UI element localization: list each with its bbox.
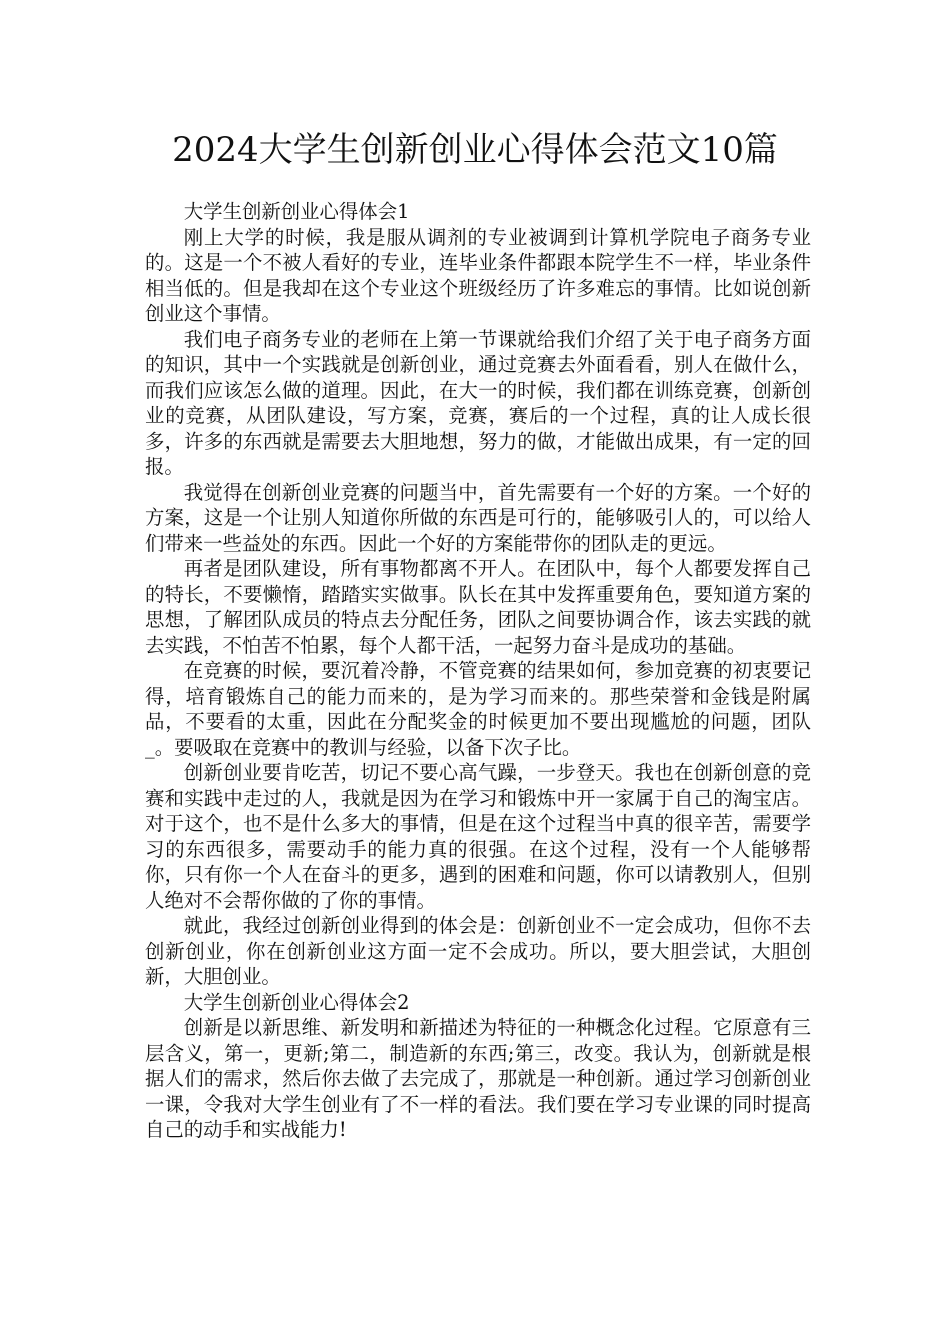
paragraph: 在竞赛的时候，要沉着冷静，不管竞赛的结果如何，参加竞赛的初衷要记得，培育锻炼自己的能力而来的，是为学习而来的。那些荣誉和金钱是附属品，不要看的太重，因此在分配奖金的时候更加不要出现尴尬的问题，团队_。要吸取在竞赛中的教训与经验，以备下次子比。	[145, 659, 811, 759]
section-heading-2: 大学生创新创业心得体会2	[183, 990, 410, 1014]
paragraph: 就此，我经过创新创业得到的体会是：创新创业不一定会成功，但你不去创新创业，你在创新创业这方面一定不会成功。所以，要大胆尝试，大胆创新，大胆创业。	[145, 914, 811, 988]
paragraph: 创新是以新思维、新发明和新描述为特征的一种概念化过程。它原意有三层含义，第一，更新;第二，制造新的东西;第三，改变。我认为，创新就是根据人们的需求，然后你去做了去完成了，那就是一种创新。通过学习创新创业一课，令我对大学生创业有了不一样的看法。我们要在学习专业课的同时提高自己的动手和实战能力!	[145, 1016, 811, 1141]
paragraph: 再者是团队建设，所有事物都离不开人。在团队中，每个人都要发挥自己的特长，不要懒惰，踏踏实实做事。队长在其中发挥重要角色，要知道方案的思想，了解团队成员的特点去分配任务，团队之间要协调合作，该去实践的就去实践，不怕苦不怕累，每个人都干活，一起努力奋斗是成功的基础。	[145, 557, 811, 657]
document-body	[145, 199, 811, 1143]
paragraph: 创新创业要肯吃苦，切记不要心高气躁，一步登天。我也在创新创意的竞赛和实践中走过的人，我就是因为在学习和锻炼中开一家属于自己的淘宝店。对于这个，也不是什么多大的事情，但是在这个过程当中真的很辛苦，需要学习的东西很多，需要动手的能力真的很强。在这个过程，没有一个人能够帮你，只有你一个人在奋斗的更多，遇到的困难和问题，你可以请教别人，但别人绝对不会帮你做的了你的事情。	[145, 761, 811, 912]
document-title: 2024大学生创新创业心得体会范文10篇	[172, 130, 778, 170]
paragraph: 我们电子商务专业的老师在上第一节课就给我们介绍了关于电子商务方面的知识，其中一个实践就是创新创业，通过竞赛去外面看看，别人在做什么，而我们应该怎么做的道理。因此，在大一的时候，我们都在训练竞赛，创新创业的竞赛，从团队建设，写方案，竞赛，赛后的一个过程，真的让人成长很多，许多的东西就是需要去大胆地想，努力的做，才能做出成果，有一定的回报。	[145, 327, 811, 478]
paragraph: 我觉得在创新创业竞赛的问题当中，首先需要有一个好的方案。一个好的方案，这是一个让别人知道你所做的东西是可行的，能够吸引人的，可以给人们带来一些益处的东西。因此一个好的方案能带你的团队走的更远。	[145, 480, 811, 555]
paragraph: 刚上大学的时候，我是服从调剂的专业被调到计算机学院电子商务专业的。这是一个不被人看好的专业，连毕业条件都跟本院学生不一样，毕业条件相当低的。但是我却在这个专业这个班级经历了许多难忘的事情。比如说创新创业这个事情。	[145, 225, 811, 325]
section-heading-1: 大学生创新创业心得体会1	[183, 200, 410, 223]
